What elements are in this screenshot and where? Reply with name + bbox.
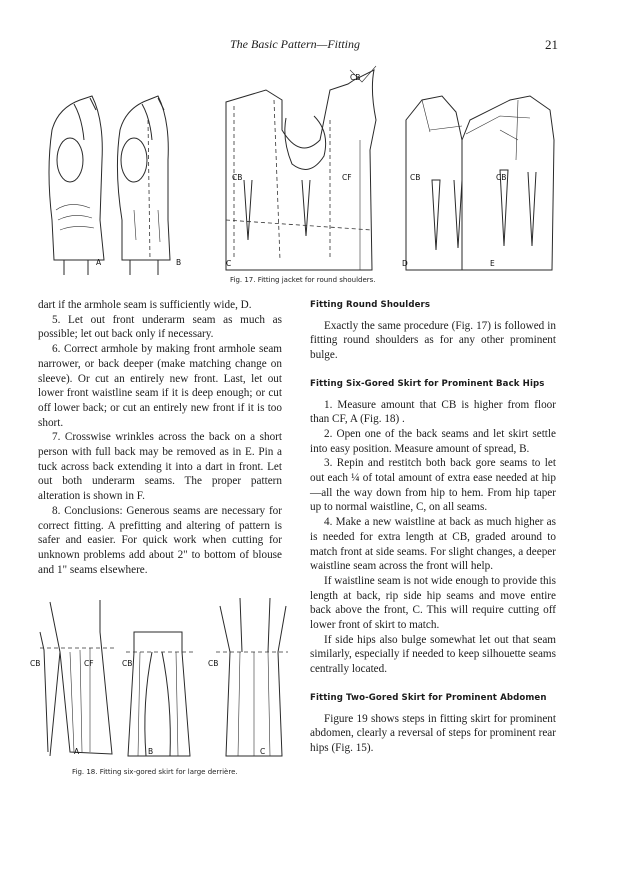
right-paragraph: If waistline seam is not wide enough to provide this length at back, rip side hip seams and move entire back above the front, C. This will require cutting off lower front of skirt to match. bbox=[310, 574, 556, 632]
figure-17 bbox=[30, 60, 610, 278]
fig17-label-cb-c: CB bbox=[232, 173, 243, 182]
fig17-label-c: C bbox=[226, 259, 232, 268]
fig18-label-c: C bbox=[260, 747, 266, 756]
page-number: 21 bbox=[545, 37, 558, 52]
right-paragraph: Figure 19 shows steps in fitting skirt for prominent abdomen, clearly a reversal of steps for prominent rear hips (Fig. 15). bbox=[310, 712, 556, 754]
fig17-label-cf-c: CF bbox=[342, 173, 352, 182]
fig18-label-cb-a: CB bbox=[30, 659, 41, 668]
fig18-illustration-a bbox=[30, 600, 114, 756]
section-heading-two-gored-skirt: Fitting Two-Gored Skirt for Prominent Abdomen bbox=[310, 692, 547, 703]
fig18-label-cb-b: CB bbox=[122, 659, 133, 668]
figure-18 bbox=[30, 592, 290, 768]
fig18-label-cf-a: CF bbox=[84, 659, 94, 668]
fig17-label-cb-d: CB bbox=[410, 173, 421, 182]
fig17-label-d: D bbox=[402, 259, 408, 268]
left-paragraph: 5. Let out front underarm seam as much as possible; let out back only if necessary. bbox=[38, 313, 282, 341]
right-column bbox=[310, 298, 556, 756]
left-paragraph: dart if the armhole seam is sufficiently wide, D. bbox=[38, 299, 252, 311]
left-paragraph: 8. Conclusions: Generous seams are necessary for correct fitting. A prefitting and altering of pattern is safer and easier. For quick work when cutting for unknown problems add about 2" to bottom of blouse and 1" seams elsewhere. bbox=[38, 504, 282, 576]
fig18-label-b: B bbox=[148, 747, 154, 756]
fig17-label-a: A bbox=[96, 258, 102, 267]
left-paragraph: 7. Crosswise wrinkles across the back on a short person with full back may be removed as in E. Pin a tuck across back extending it into a dart in front. Let out both underarm seams. The proper pattern alteration is shown in F. bbox=[38, 431, 282, 503]
right-paragraph: Exactly the same procedure (Fig. 17) is followed in fitting round shoulders as for any other prominent bulge. bbox=[310, 319, 556, 362]
section-heading-six-gored-skirt: Fitting Six-Gored Skirt for Prominent Back Hips bbox=[310, 378, 545, 389]
running-head bbox=[0, 37, 638, 55]
fig17-illustration-b bbox=[117, 96, 181, 275]
fig18-illustration-c bbox=[208, 598, 288, 756]
fig17-illustration-d-e bbox=[402, 96, 554, 270]
fig17-label-b: B bbox=[176, 258, 182, 267]
left-paragraph: 6. Correct armhole by making front armhole seam narrower, or back deeper (make matching change on sleeve). Or cut an entirely new front. Last, let out lower front waistline seam if it is deep enough; or cut off lower back; or cut an entirely new front if it is too short. bbox=[38, 343, 282, 429]
left-column bbox=[38, 298, 282, 577]
fig17-label-cb-top: CB bbox=[350, 73, 361, 82]
right-paragraph: 2. Open one of the back seams and let skirt settle into easy position. Measure amount of spread, B. bbox=[310, 427, 556, 455]
figure-18-caption: Fig. 18. Fitting six-gored skirt for large derrière. bbox=[72, 768, 238, 776]
figure-17-caption: Fig. 17. Fitting jacket for round shoulders. bbox=[230, 276, 376, 284]
fig17-illustration-c bbox=[226, 66, 376, 270]
fig17-illustration-a bbox=[49, 96, 104, 275]
section-heading-round-shoulders: Fitting Round Shoulders bbox=[310, 300, 431, 310]
right-paragraph: 3. Repin and restitch both back gore seams to let out each ¼ of total amount of extra ease needed at hip—all the way down from hip to hem. From hip taper up to normal waistline, C, on all seams. bbox=[310, 457, 556, 514]
fig18-label-a: A bbox=[74, 747, 80, 756]
fig17-label-cb-e: CB bbox=[496, 173, 507, 182]
fig18-illustration-b bbox=[122, 632, 194, 756]
fig18-label-cb-c: CB bbox=[208, 659, 219, 668]
fig17-label-e: E bbox=[490, 259, 495, 268]
right-paragraph: 1. Measure amount that CB is higher from floor than CF, A (Fig. 18) . bbox=[310, 398, 556, 426]
right-paragraph: If side hips also bulge somewhat let out that seam similarly, especially if needed to keep silhouette seams centrally located. bbox=[310, 633, 556, 676]
running-title: The Basic Pattern—Fitting bbox=[230, 37, 360, 51]
right-paragraph: 4. Make a new waistline at back as much higher as is needed for extra length at CB, graded around to match front at side seams. For slight changes, a deeper waistline seam across the front will help. bbox=[310, 516, 556, 573]
